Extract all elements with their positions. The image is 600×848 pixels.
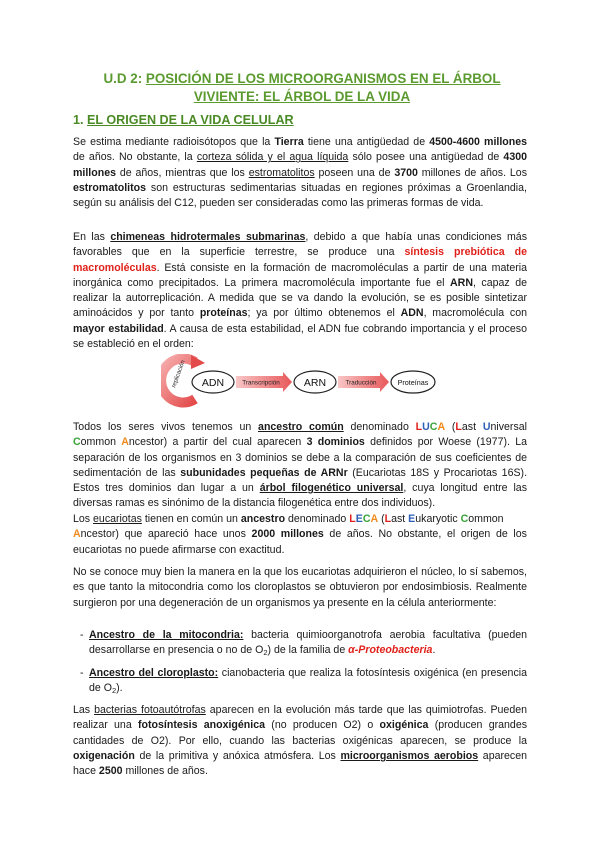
title-prefix: U.D 2: — [103, 71, 146, 86]
paragraph-leca: Los eucariotas tienen en común un ancestro denominado LECA (Last Eukaryotic Common Ancestor) que apareció hace unos 2000 millones de años. No obstante, el origen de los eucariotas no puede afirmarse con exactitud. — [73, 513, 527, 556]
title-line2: VIVIENTE: EL ÁRBOL DE LA VIDA — [193, 89, 411, 104]
transcription-label: Transcripción — [242, 379, 280, 387]
document-title — [60, 70, 544, 106]
list-item-mitochondria: - Ancestro de la mitocondria: bacteria quimioorganotrofa aerobia facultativa (pueden desarrollarse en presencia o no de $O_2$) de la familia de α-Proteobacteria. — [80, 629, 527, 658]
paragraph-endosymbiosis: No se conoce muy bien la manera en la que los eucariotas adquirieron el núcleo, lo sí sabemos, es que tanto la mitocondria como los cloroplastos se obtuvieron por endosimbiosis. Realmente surgieron por una degeneración de un organismos ya presente en la célula anteriormente: — [73, 566, 527, 609]
node-adn-label: ADN — [201, 377, 225, 389]
section-number: 1. — [73, 113, 88, 127]
section-heading — [73, 113, 294, 127]
paragraph-phototrophs: Las bacterias fotoautótrofas aparecen en la evolución más tarde que las quimiotrofas. Pueden realizar una fotosíntesis anoxigénica (no producen O2) o oxigénica (producen grandes cantidades de O2). Por ello, cuando las bacterias oxigénicas aparecen, se produce la oxigenación de la primitiva y anóxica atmósfera. Los microorganismos aerobios aparecen hace 2500 millones de años. — [73, 704, 528, 778]
title-line1: POSICIÓN DE LOS MICROORGANISMOS EN EL ÁRBOL — [145, 71, 501, 86]
replication-loop-arrowhead — [191, 355, 205, 369]
section-title: EL ORIGEN DE LA VIDA CELULAR — [87, 113, 294, 127]
node-proteinas-label: Proteínas — [397, 378, 429, 387]
node-arn-label: ARN — [303, 377, 327, 389]
list-item-chloroplast: - Ancestro del cloroplasto: cianobacteria que realiza la fotosíntesis oxigénica (en presencia de $O_2$). — [80, 667, 527, 696]
paragraph-earth-age: Se estima mediante radioisótopos que la Tierra tiene una antigüedad de 4500-4600 millones de años. No obstante, la corteza sólida y el agua líquida sólo posee una antigüedad de 4300 millones de años, mientras que los estromatolitos poseen una de 3700 millones de años. Los estromatolitos son estructuras sedimentarias situadas en regiones próximas a Groenlandia, según su análisis del C12, pueden ser consideradas como las primeras formas de vida. — [73, 136, 527, 210]
replication-label: replicación — [171, 359, 187, 389]
central-dogma-diagram — [161, 354, 461, 410]
translation-label: Traducción — [345, 379, 377, 387]
paragraph-luca: Todos los seres vivos tenemos un ancestro común denominado LUCA (Last Universal Common Ancestor) a partir del cual aparecen 3 dominios definidos por Woese (1977). La separación de los organismos en 3 dominios se debe a la comparación de sus coeficientes de sedimentación de las subunidades pequeñas de ARNr (Eucariotas 18S y Procariotas 16S). Estos tres dominios dan lugar a un árbol filogenético universal, cuya longitud entre las diversas ramas es sinónimo de la distancia filogenética entre dos individuos). — [73, 421, 528, 510]
paragraph-hydrothermal: En las chimeneas hidrotermales submarinas, debido a que había unas condiciones más favorables que en la superficie terrestre, se produce una síntesis prebiótica de macromoléculas. Está consiste en la formación de macromoléculas a partir de una materia inorgánica como precipitados. La primera macromolécula importante fue el ARN, capaz de realizar la autorreplicación. A medida que se va dando la evolución, se es posible sintetizar aminoácidos y por tanto proteínas; ya por último obtenemos el ADN, macromolécula con mayor estabilidad. A causa de esta estabilidad, el ADN fue cobrando importancia y el proceso se estableció en el orden: — [73, 231, 527, 351]
